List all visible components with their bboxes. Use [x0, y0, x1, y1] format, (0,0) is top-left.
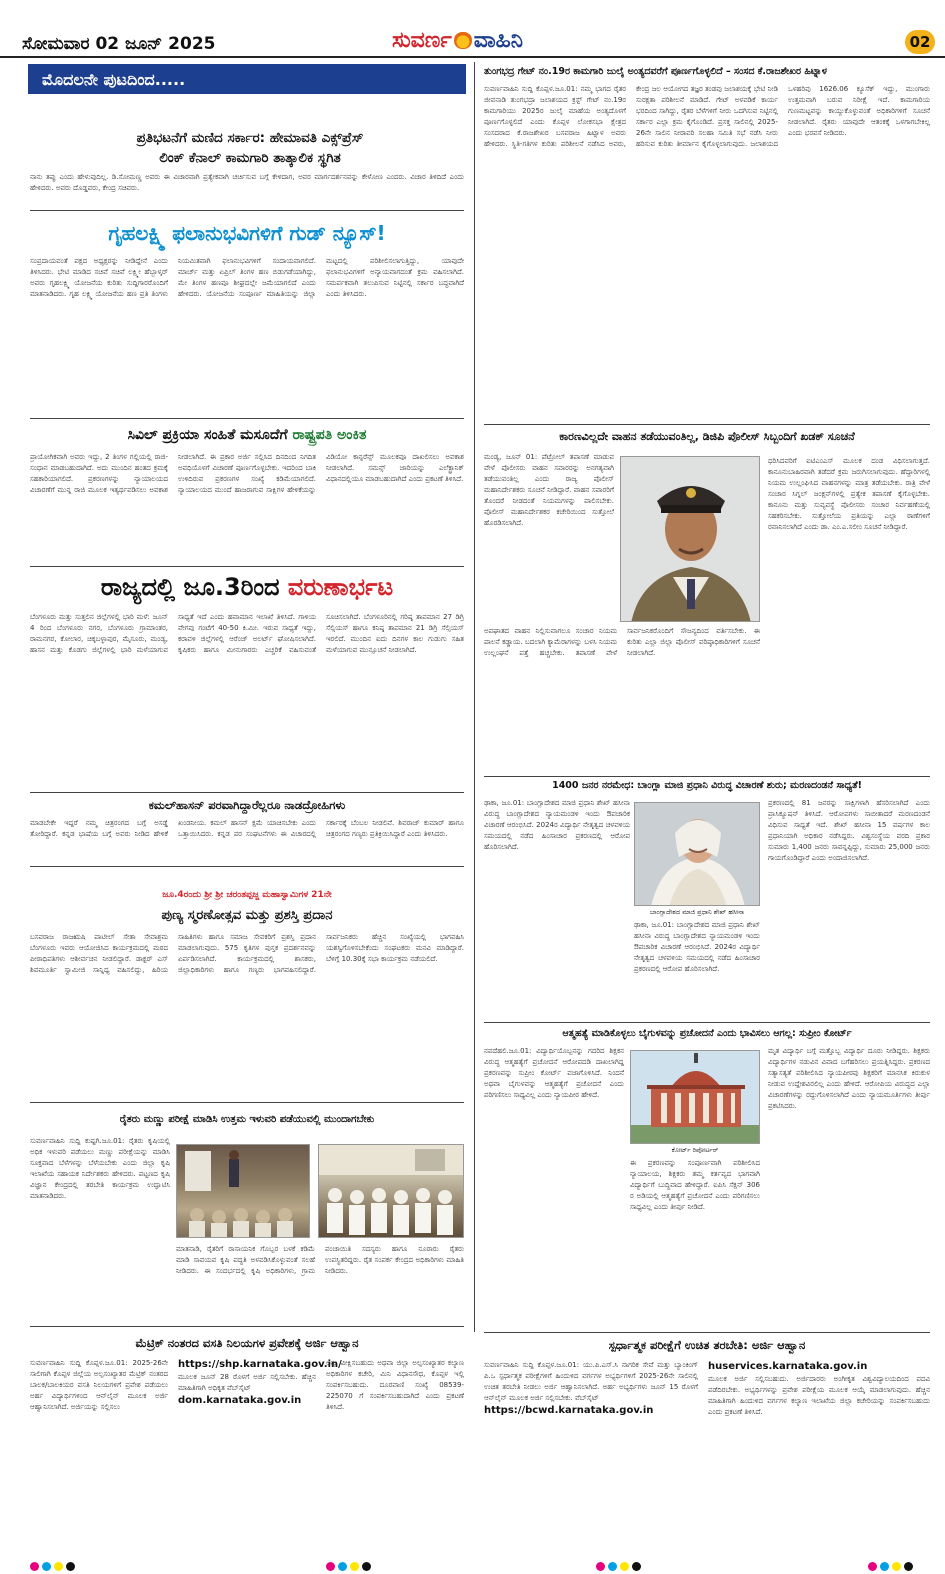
article-body: ಧರಿಸಿದವರಿಗೆ ಐಟಿಎಂಎಸ್ ಮೂಲಕ ದಂಡ ವಿಧಿಸಲಾಗುತ್ತದೆ. ಕಾನೂನುಬಾಹಿರವಾಗಿ ತಡೆದರೆ ಕ್ರಮ ಜರುಗಿಸಲಾಗುವುದು. ಹೆದ್ದಾರಿಗಳಲ್ಲಿ ನಿಯಮ ಉಲ್ಲಂಘಿಸಿದ ವಾಹನಗಳನ್ನು ಮಾತ್ರ ತಡೆಯಬೇಕು. ರಾತ್ರಿ ವೇಳೆ ಸಂಚಾರ ಸಿಗ್ನಲ್ ಜಂಕ್ಷನ್‌ಗಳಲ್ಲಿ ಪ್ರತ್ಯೇಕ ತಪಾಸಣೆ ಕೈಗೊಳ್ಳಬೇಕು. ಕಾನೂನು ಮತ್ತು ಸುವ್ಯವಸ್ಥೆ ಪೊಲೀಸರು ಸಂಚಾರ ನಿರ್ವಹಣೆಯಲ್ಲಿ ಸಹಕರಿಸಬೇಕು. ಸುತ್ತೋಲೆಯ ಪ್ರತಿಯನ್ನು ಎಲ್ಲಾ ಠಾಣೆಗಳಿಗೆ ರವಾನಿಸಲಾಗಿದೆ ಎಂದು ಡಾ. ಎಂ.ಎ.ಸಲೀಂ ಸೂಚನೆ ನೀಡಿದ್ದಾರೆ. — [768, 457, 930, 531]
article-text: ಮೂಲಕ ಅರ್ಜಿ ಸಲ್ಲಿಸಬಹುದು. ಅರ್ಜಿದಾರರು ಅಂಗೀಕೃತ ವಿಶ್ವವಿದ್ಯಾಲಯದಿಂದ ಪದವಿ ಪಡೆದಿರಬೇಕು. ಅಭ್ಯರ್ಥಿಗಳನ್ನು ಪ್ರವೇಶ ಪರೀಕ್ಷೆಯ ಮೂಲಕ ಆಯ್ಕೆ ಮಾಡಲಾಗುವುದು. ಹೆಚ್ಚಿನ ಮಾಹಿತಿಗಾಗಿ ಹಿಂದುಳಿದ ವರ್ಗಗಳ ಕಲ್ಯಾಣ ಇಲಾಖೆಯ ಜಿಲ್ಲಾ ಕಚೇರಿಯನ್ನು ಸಂಪರ್ಕಿಸಬಹುದು ಎಂದು ಪ್ರಕಟಣೆ ತಿಳಿಸಿದೆ. — [708, 1375, 930, 1416]
divider — [484, 424, 930, 425]
headline-line-2: ಲಿಂಕ್ ಕೆನಾಲ್ ಕಾಮಗಾರಿ ತಾತ್ಕಾಲಿಕ ಸ್ಥಗಿತ — [159, 150, 341, 166]
article-body — [30, 1358, 464, 1528]
headline-tungabhadra: ತುಂಗಭದ್ರ ಗೇಟ್ ನಂ.19ರ ಕಾಮಗಾರಿ ಜುಲೈ ಅಂತ್ಯದವರೆಗೆ ಪೂರ್ಣಗೊಳ್ಳಲಿದೆ – ಸಂಸದ ಕೆ.ರಾಜಶೇಖರ ಹಿಟ್ನಾಳ — [484, 66, 827, 77]
logo-part-2: ವಾಹಿನಿ — [473, 28, 524, 53]
newspaper-logo — [392, 28, 523, 53]
police-officer-icon — [621, 457, 760, 622]
registration-dots-center-left — [326, 1556, 374, 1566]
shp-portal-link[interactable]: https://shp.karnataka.gov.in/ — [178, 1359, 342, 1370]
supreme-court-photo — [630, 1050, 760, 1144]
seated-farmers-icon — [319, 1145, 464, 1238]
headline-rain — [30, 570, 464, 604]
registration-dots-left — [30, 1556, 78, 1566]
section-banner: ಮೊದಲನೇ ಪುಟದಿಂದ..... — [28, 64, 466, 94]
article-body: ಮಂಡ್ಯ, ಜೂನ್ 01: ಪೆಟ್ರೋಲ್ ತಪಾಸಣೆ ಮಾಡುವ ವೇಳೆ ಪೊಲೀಸರು ವಾಹನ ಸವಾರರನ್ನು ಅನಗತ್ಯವಾಗಿ ತಡೆಯುವಂತಿಲ್ಲ ಎಂದು ರಾಜ್ಯ ಪೊಲೀಸ್ ಮಹಾನಿರ್ದೇಶಕರು ಸೂಚನೆ ನೀಡಿದ್ದಾರೆ. ವಾಹನ ಸವಾರರಿಗೆ ತೊಂದರೆ ನೀಡದಂತೆ ನಿಯಮಗಳನ್ನು ಪಾಲಿಸಬೇಕು. ಪೊಲೀಸ್ ಮಹಾನಿರ್ದೇಶಕರ ಕಚೇರಿಯಿಂದ ಸುತ್ತೋಲೆ ಹೊರಡಿಸಲಾಗಿದೆ. — [484, 453, 614, 527]
headline-civil-procedure — [30, 424, 464, 446]
article-body: ಬಸವರಾಜ ರಾಜಋಷಿ ಪಾಟೀಲ್ ಸೇತಾ ಸೇವಾಶ್ರಮ ಬೆಂಗಳೂರು ಇವರು ಆಯೋಜಿಸಿದ ಕಾರ್ಯಕ್ರಮದಲ್ಲಿ ಮಠದ ಪೀಠಾಧಿಪತಿಗಳು ಆಶೀರ್ವಚನ ನೀಡಲಿದ್ದಾರೆ. ಡಾಕ್ಟರ್ ಎಸ್ ಶಿವಮೂರ್ತಿ ಸ್ವಾಮೀಜಿ ಸಾನ್ನಿಧ್ಯ ವಹಿಸಲಿದ್ದು, ಹಿರಿಯ ಸಾಹಿತಿಗಳು ಹಾಗೂ ಸಮಾಜ ಸೇವಕರಿಗೆ ಪ್ರಶಸ್ತಿ ಪ್ರದಾನ ಮಾಡಲಾಗುವುದು. 575 ಕೃತಿಗಳ ಪುಸ್ತಕ ಪ್ರದರ್ಶನವನ್ನು ಏರ್ಪಡಿಸಲಾಗಿದೆ. ಕಾರ್ಯಕ್ರಮದಲ್ಲಿ ಶಾಸಕರು, ಜಿಲ್ಲಾಧಿಕಾರಿಗಳು ಹಾಗೂ ಗಣ್ಯರು ಭಾಗವಹಿಸಲಿದ್ದಾರೆ. ಸಾರ್ವಜನಿಕರು ಹೆಚ್ಚಿನ ಸಂಖ್ಯೆಯಲ್ಲಿ ಭಾಗವಹಿಸಿ ಯಶಸ್ವಿಗೊಳಿಸಬೇಕೆಂದು ಸಂಘಟಕರು ಮನವಿ ಮಾಡಿದ್ದಾರೆ. ಬೆಳಿಗ್ಗೆ 10.30ಕ್ಕೆ ಸಭಾ ಕಾರ್ಯಕ್ರಮ ನಡೆಯಲಿದೆ. — [30, 933, 464, 974]
divider — [30, 1102, 464, 1103]
headline-gruhalakshmi: ಗೃಹಲಕ್ಷ್ಮಿ ಫಲಾನುಭವಿಗಳಿಗೆ ಗುಡ್ ನ್ಯೂಸ್! — [108, 221, 386, 245]
article-body: ಢಾಕಾ, ಜೂ.01: ಬಾಂಗ್ಲಾದೇಶದ ಮಾಜಿ ಪ್ರಧಾನಿ ಶೇಖ್ ಹಸೀನಾ ವಿರುದ್ಧ ಬಾಂಗ್ಲಾದೇಶದ ನ್ಯಾಯಮಂಡಳಿ ಇಂದು ಔಪಚಾರಿಕ ವಿಚಾರಣೆ ಆರಂಭಿಸಿದೆ. 2024ರ ವಿದ್ಯಾರ್ಥಿ ನೇತೃತ್ವದ ಚಳವಳಿಯ ಸಮಯದಲ್ಲಿ ನಡೆದ ಹಿಂಸಾಚಾರ ಪ್ರಕರಣದಲ್ಲಿ ಆರೋಪ ಹೊರಿಸಲಾಗಿದೆ. — [634, 921, 760, 973]
article-body: ನಾನು ತಪ್ಪು ಎಂದು ಹೇಳುವುದಿಲ್ಲ. ಡಿ.ಸೋಮಣ್ಣ ಅವರು ಈ ವಿಚಾರವಾಗಿ ಪ್ರತ್ಯೇಕವಾಗಿ ಚರ್ಚಿಸುವ ಬಗ್ಗೆ ಕೇಳಿದಾಗ, ಅವರ ಮಾರ್ಗದರ್ಶನವನ್ನು ಕೇಳೋಣ ಎಂದರು. ವಿಚಾರ ತಿಳಿದಿದೆ ಎಂದು ಹೇಳಿದರು. ಅವರು ದೊಡ್ಡವರು, ಕೇಂದ್ರ ಸಚಿವರು. — [30, 173, 464, 192]
dom-portal-link[interactable]: dom.karnataka.gov.in — [178, 1395, 302, 1406]
article-body: ನವದೆಹಲಿ.ಜೂ.01: ವಿದ್ಯಾರ್ಥಿಯೊಬ್ಬನನ್ನು ಗದರಿದ ಶಿಕ್ಷಕನ ವಿರುದ್ಧ ಆತ್ಮಹತ್ಯೆಗೆ ಪ್ರಚೋದನೆ ಆರೋಪದಡಿ ದಾಖಲಾಗಿದ್ದ ಪ್ರಕರಣವನ್ನು ಸುಪ್ರೀಂ ಕೋರ್ಟ್ ವಜಾಗೊಳಿಸಿದೆ. ನಿಂದನೆ ಅಥವಾ ಬೈಗುಳವನ್ನು ಆತ್ಮಹತ್ಯೆಗೆ ಪ್ರಚೋದನೆ ಎಂದು ಪರಿಗಣಿಸಲು ಸಾಧ್ಯವಿಲ್ಲ ಎಂದು ನ್ಯಾಯಪೀಠ ಹೇಳಿದೆ. — [484, 1047, 624, 1099]
registration-dots-right — [868, 1556, 916, 1566]
headline-hemavathi — [40, 128, 460, 168]
headline-competitive-exam: ಸ್ಪರ್ಧಾತ್ಮಕ ಪರೀಕ್ಷೆಗೆ ಉಚಿತ ತರಬೇತಿ: ಅರ್ಜಿ ಆಹ್ವಾನ — [608, 1338, 806, 1352]
divider — [484, 1332, 930, 1333]
headline-part-2: ವರುಣಾರ್ಭಟ — [287, 573, 394, 601]
logo-part-1: ಸುವರ್ಣ — [392, 28, 452, 53]
issue-date: ಸೋಮವಾರ 02 ಜೂನ್ 2025 — [22, 34, 216, 54]
headline-dgp-instruction: ಕಾರಣವಿಲ್ಲದೇ ವಾಹನ ತಡೆಯುವಂತಿಲ್ಲ, ಡಿಜಿಪಿ ಪೊಲೀಸ್ ಸಿಬ್ಬಂದಿಗೆ ಖಡಕ್ ಸೂಚನೆ — [559, 430, 855, 443]
article-text: ಮೂಲಕ ಜೂನ್ 28 ರೊಳಗೆ ಅರ್ಜಿ ಸಲ್ಲಿಸಬೇಕು. ಹೆಚ್ಚಿನ ಮಾಹಿತಿಗಾಗಿ ಅಧಿಕೃತ ವೆಬ್‌ಸೈಟ್ — [178, 1373, 316, 1392]
headline-part-1: ರಾಜ್ಯದಲ್ಲಿ ಜೂ.3ರಿಂದ — [100, 573, 288, 601]
headline-kamal-haasan: ಕಮಲ್‌ಹಾಸನ್ ಪರವಾಗಿದ್ದಾರೆಲ್ಲರೂ ನಾಡದ್ರೋಹಿಗಳು — [148, 798, 346, 812]
court-building-icon — [631, 1051, 760, 1144]
divider — [30, 792, 464, 793]
page-number-badge: 02 — [905, 30, 935, 54]
article-body: ಮೃತ ವಿದ್ಯಾರ್ಥಿ ಬಗ್ಗೆ ಮತ್ತೊಬ್ಬ ವಿದ್ಯಾರ್ಥಿ ದೂರು ನೀಡಿದ್ದರು. ಶಿಕ್ಷಕರು ವಿದ್ಯಾರ್ಥಿಗಳ ನಡುವಿನ ವಿವಾದ ಬಗೆಹರಿಸಲು ಪ್ರಯತ್ನಿಸಿದ್ದರು. ಪ್ರಕರಣದ ಸತ್ಯಾಸತ್ಯತೆ ಪರಿಶೀಲಿಸಿದ ನ್ಯಾಯಪೀಠವು ಶಿಕ್ಷಕರಿಗೆ ಮಾನಸಿಕ ಕಿರುಕುಳ ನೀಡುವ ಉದ್ದೇಶವಿರಲಿಲ್ಲ ಎಂದು ಹೇಳಿದೆ. ಆರೋಪಿಯ ವಿರುದ್ಧದ ಎಲ್ಲಾ ವಿಚಾರಣೆಗಳನ್ನು ರದ್ದುಗೊಳಿಸಲಾಗಿದೆ ಎಂದು ನ್ಯಾಯಮೂರ್ತಿಗಳು ತೀರ್ಪು ಪ್ರಕಟಿಸಿದರು. — [768, 1047, 930, 1110]
masthead — [0, 0, 945, 58]
headline-soil-test: ರೈತರು ಮಣ್ಣು ಪರೀಕ್ಷೆ ಮಾಡಿಸಿ ಉತ್ತಮ ಇಳುವರಿ ಪಡೆಯುವಲ್ಲಿ ಮುಂದಾಗಬೇಕು — [119, 1114, 375, 1125]
article-body: ಪ್ರಕರಣದಲ್ಲಿ 81 ಜನರನ್ನು ಸಾಕ್ಷಿಗಳಾಗಿ ಹೆಸರಿಸಲಾಗಿದೆ ಎಂದು ಪ್ರಾಸಿಕ್ಯೂಷನ್ ತಿಳಿಸಿದೆ. ಆರೋಪಗಳು ಸಾಬೀತಾದರೆ ಮರಣದಂಡನೆ ವಿಧಿಸುವ ಸಾಧ್ಯತೆ ಇದೆ. ಶೇಖ್ ಹಸೀನಾ 15 ವರ್ಷಗಳ ಕಾಲ ಪ್ರಧಾನಿಯಾಗಿ ಅಧಿಕಾರ ನಡೆಸಿದ್ದರು. ವಿಶ್ವಸಂಸ್ಥೆಯ ವರದಿ ಪ್ರಕಾರ ಸುಮಾರು 1,400 ಜನರು ಸಾವನ್ನಪ್ಪಿದ್ದು, ಸುಮಾರು 25,000 ಜನರು ಗಾಯಗೊಂಡಿದ್ದಾರೆ ಎಂದು ಅಂದಾಜಿಸಲಾಗಿದೆ. — [768, 799, 930, 862]
article-body: ಸುವರ್ಣವಾಹಿನಿ ಸುದ್ದಿ ಕೊಪ್ಪಳ.ಜೂ.01: ನಮ್ಮ ಭಾಗದ ರೈತರ ಜೀವನಾಡಿ ತುಂಗಭದ್ರಾ ಜಲಾಶಯದ ಕ್ರಸ್ಟ್ ಗೇಟ್ ನಂ.19ರ ಕಾಮಗಾರಿಯು 2025ರ ಜುಲೈ ಮಾಹೆಯ ಅಂತ್ಯದೊಳಗೆ ಪೂರ್ಣಗೊಳ್ಳಲಿದೆ ಎಂದು ಕೊಪ್ಪಳ ಲೋಕಸಭಾ ಕ್ಷೇತ್ರದ ಸಂಸದರಾದ ಕೆ.ರಾಜಶೇಖರ ಬಸವರಾಜ ಹಿಟ್ನಾಳ ಅವರು ಹೇಳಿದರು. ಸ್ಥಿತಿ-ಗತಿಗಳ ಕುರಿತು ಪರಿಶೀಲನೆ ನಡೆಸಿದ ಅವರು, ಕೇಂದ್ರ ಜಲ ಆಯೋಗದ ತಜ್ಞರ ತಂಡವು ಜಲಾಶಯಕ್ಕೆ ಭೇಟಿ ನೀಡಿ ಸುರಕ್ಷತಾ ಪರಿಶೀಲನೆ ಮಾಡಿದೆ. ಗೇಟ್ ಅಳವಡಿಕೆ ಕಾರ್ಯ ಭರದಿಂದ ಸಾಗಿದ್ದು, ರೈತರ ಬೆಳೆಗಳಿಗೆ ನೀರು ಒದಗಿಸುವ ನಿಟ್ಟಿನಲ್ಲಿ ಸರ್ಕಾರ ಎಲ್ಲಾ ಕ್ರಮ ಕೈಗೊಂಡಿದೆ. ಪ್ರಸಕ್ತ ಸಾಲಿನಲ್ಲಿ 2025-26ನೇ ಸಾಲಿನ ನೀರಾವರಿ ಸಲಹಾ ಸಮಿತಿ ಸಭೆ ನಡೆಸಿ ನೀರು ಹರಿಸುವ ಕುರಿತು ತೀರ್ಮಾನ ಕೈಗೊಳ್ಳಲಾಗುವುದು. ಜಲಾಶಯದ ಒಳಹರಿವು 1626.06 ಕ್ಯೂಸೆಕ್ ಇದ್ದು, ಮುಂಗಾರು ಉತ್ತಮವಾಗಿ ಬರುವ ನಿರೀಕ್ಷೆ ಇದೆ. ಕಾಮಗಾರಿಯ ಗುಣಮಟ್ಟವನ್ನು ಕಾಯ್ದುಕೊಳ್ಳುವಂತೆ ಅಧಿಕಾರಿಗಳಿಗೆ ಸೂಚನೆ ನೀಡಲಾಗಿದೆ. ರೈತರು ಯಾವುದೇ ಆತಂಕಕ್ಕೆ ಒಳಗಾಗಬೇಕಿಲ್ಲ ಎಂದು ಭರವಸೆ ನೀಡಿದರು. — [484, 85, 930, 148]
audience-figures-icon — [177, 1145, 310, 1238]
headline-hostel-admission: ಮೆಟ್ರಿಕ್ ನಂತರದ ವಸತಿ ನಿಲಯಗಳ ಪ್ರವೇಶಕ್ಕೆ ಅರ್ಜಿ ಆಹ್ವಾನ — [135, 1336, 359, 1350]
article-body: ಮಾತನಾಡಿ, ರೈತರಿಗೆ ರಾಸಾಯನಿಕ ಗೊಬ್ಬರ ಬಳಕೆ ಕಡಿಮೆ ಮಾಡಿ ಸಾವಯವ ಕೃಷಿ ಪದ್ಧತಿ ಅಳವಡಿಸಿಕೊಳ್ಳುವಂತೆ ಸಲಹೆ ನೀಡಿದರು. ಈ ಸಂದರ್ಭದಲ್ಲಿ ಕೃಷಿ ಅಧಿಕಾರಿಗಳು, ಗ್ರಾಮ ಪಂಚಾಯಿತಿ ಸದಸ್ಯರು ಹಾಗೂ ನೂರಾರು ರೈತರು ಉಪಸ್ಥಿತರಿದ್ದರು. ರೈತ ಸಂಪರ್ಕ ಕೇಂದ್ರದ ಅಧಿಕಾರಿಗಳು ಮಾಹಿತಿ ನೀಡಿದರು. — [176, 1245, 464, 1275]
divider — [30, 1326, 464, 1327]
article-body — [708, 1360, 930, 1528]
divider — [484, 1022, 930, 1023]
divider — [484, 776, 930, 777]
article-text: ಸುವರ್ಣವಾಹಿನಿ ಸುದ್ದಿ ಕೊಪ್ಪಳ.ಜೂ.01: ಯು.ಪಿ.ಎಸ್.ಸಿ ನಾಗರಿಕ ಸೇವೆ ಮತ್ತು ಬ್ಯಾಂಕಿಂಗ್ ಪಿ.ಒ ಸ್ಪರ್ಧಾತ್ಮಕ ಪರೀಕ್ಷೆಗಳಿಗೆ ಹಿಂದುಳಿದ ವರ್ಗಗಳ ಅಭ್ಯರ್ಥಿಗಳಿಗೆ 2025-26ನೇ ಸಾಲಿನಲ್ಲಿ ಉಚಿತ ತರಬೇತಿ ನೀಡಲು ಅರ್ಜಿ ಆಹ್ವಾನಿಸಲಾಗಿದೆ. ಅರ್ಹ ಅಭ್ಯರ್ಥಿಗಳು ಜೂನ್ 15 ರೊಳಗೆ ಆನ್‌ಲೈನ್ ಮೂಲಕ ಅರ್ಜಿ ಸಲ್ಲಿಸಬೇಕು. ವೆಬ್‌ಸೈಟ್ — [484, 1361, 698, 1402]
article-body: ಬೆಂಗಳೂರು ಮತ್ತು ಸುತ್ತಲಿನ ಜಿಲ್ಲೆಗಳಲ್ಲಿ ಭಾರಿ ಮಳೆ: ಜೂನ್ 4 ರಿಂದ ಬೆಂಗಳೂರು ನಗರ, ಬೆಂಗಳೂರು ಗ್ರಾಮಾಂತರ, ರಾಮನಗರ, ಕೋಲಾರ, ಚಿಕ್ಕಬಳ್ಳಾಪುರ, ಮೈಸೂರು, ಮಂಡ್ಯ, ಹಾಸನ ಮತ್ತು ಕೊಡಗು ಜಿಲ್ಲೆಗಳಲ್ಲಿ ಭಾರಿ ಮಳೆಯಾಗುವ ಸಾಧ್ಯತೆ ಇದೆ ಎಂದು ಹವಾಮಾನ ಇಲಾಖೆ ತಿಳಿಸಿದೆ. ಗಾಳಿಯ ವೇಗವು ಗಂಟೆಗೆ 40-50 ಕಿ.ಮೀ. ಇರುವ ಸಾಧ್ಯತೆ ಇದ್ದು, ಕರಾವಳಿ ಜಿಲ್ಲೆಗಳಲ್ಲಿ ಆರೆಂಜ್ ಅಲರ್ಟ್ ಘೋಷಿಸಲಾಗಿದೆ. ಕೃಷಿಕರು ಹಾಗೂ ಮೀನುಗಾರರು ಎಚ್ಚರಿಕೆ ವಹಿಸುವಂತೆ ಸೂಚಿಸಲಾಗಿದೆ. ಬೆಂಗಳೂರಿನಲ್ಲಿ ಗರಿಷ್ಠ ತಾಪಮಾನ 27 ಡಿಗ್ರಿ ಸೆಲ್ಸಿಯಸ್ ಹಾಗೂ ಕನಿಷ್ಠ ತಾಪಮಾನ 21 ಡಿಗ್ರಿ ಸೆಲ್ಸಿಯಸ್ ಇರಲಿದೆ. ಮುಂದಿನ ಐದು ದಿನಗಳ ಕಾಲ ಗುಡುಗು ಸಹಿತ ಮಳೆಯಾಗುವ ಮುನ್ಸೂಚನೆ ನೀಡಲಾಗಿದೆ. — [30, 613, 464, 654]
article-text: ಅನ್ನು ವೀಕ್ಷಿಸಬಹುದು ಅಥವಾ ಜಿಲ್ಲಾ ಅಲ್ಪಸಂಖ್ಯಾತರ ಕಲ್ಯಾಣ ಅಧಿಕಾರಿಗಳ ಕಚೇರಿ, ಮಿನಿ ವಿಧಾನಸೌಧ, ಕೊಪ್ಪಳ ಇಲ್ಲಿ ಸಂಪರ್ಕಿಸಬಹುದು. ದೂರವಾಣಿ ಸಂಖ್ಯೆ 08539-225070 ಗೆ ಸಂಪರ್ಕಿಸಬಹುದಾಗಿದೆ ಎಂದು ಪ್ರಕಟಣೆ ತಿಳಿಸಿದೆ. — [326, 1359, 464, 1411]
headline-bangla-trial: 1400 ಜನರ ನರಮೇಧ: ಬಾಂಗ್ಲಾ ಮಾಜಿ ಪ್ರಧಾನಿ ವಿರುದ್ಧ ವಿಚಾರಣೆ ಶುರು; ಮರಣದಂಡನೆ ಸಾಧ್ಯತೆ! — [552, 780, 862, 791]
flame-icon — [454, 31, 472, 49]
headline-supreme-court: ಆತ್ಮಹತ್ಯೆ ಮಾಡಿಕೊಳ್ಳಲು ಬೈಗುಳವನ್ನು ಪ್ರಚೋದನೆ ಎಂದು ಭಾವಿಸಲು ಆಗಲ್ಲ: ಸುಪ್ರೀಂ ಕೋರ್ಟ್ — [562, 1028, 852, 1039]
article-body: ಸಂಪ್ರದಾಯವಂತೆ ಪಕ್ಷದ ಅಧ್ಯಕ್ಷರನ್ನು ನೀಡಿದ್ದೇನೆ ಎಂದು ತಿಳಿಸಿದರು. ಭೇಟಿ ಮಾಡಿದ ಸಚಿವೆ ಸಚಿವೆ ಲಕ್ಷ್ಮೀ ಹೆಬ್ಬಾಳ್ಕರ್ ಅವರು ಗೃಹಲಕ್ಷ್ಮಿ ಯೋಜನೆಯ ಕುರಿತು ಸುದ್ದಿಗಾರರೊಂದಿಗೆ ಮಾತನಾಡಿದರು. ಗೃಹ ಲಕ್ಷ್ಮಿ ಯೋಜನೆಯ ಹಣ ಪ್ರತಿ ತಿಂಗಳು ನಿಯಮಿತವಾಗಿ ಫಲಾನುಭವಿಗಳಿಗೆ ಸಂದಾಯವಾಗಲಿದೆ. ಮಾರ್ಚ್ ಮತ್ತು ಏಪ್ರಿಲ್ ತಿಂಗಳ ಹಣ ಬಿಡುಗಡೆಯಾಗಿದ್ದು, ಮೇ ತಿಂಗಳ ಹಣವೂ ಶೀಘ್ರದಲ್ಲೇ ಜಮೆಯಾಗಲಿದೆ ಎಂದು ಹೇಳಿದರು. ಯೋಜನೆಯ ಸಂಪೂರ್ಣ ಮಾಹಿತಿಯನ್ನು ಜಿಲ್ಲಾ ಮಟ್ಟದಲ್ಲಿ ಪರಿಶೀಲಿಸಲಾಗುತ್ತಿದ್ದು, ಯಾವುದೇ ಫಲಾನುಭವಿಗಳಿಗೆ ಅನ್ಯಾಯವಾಗದಂತೆ ಕ್ರಮ ವಹಿಸಲಾಗಿದೆ. ಸಮರ್ಪಕವಾಗಿ ತಲುಪಿಸುವ ನಿಟ್ಟಿನಲ್ಲಿ ಸರ್ಕಾರ ಬದ್ಧವಾಗಿದೆ ಎಂದು ತಿಳಿಸಿದರು. — [30, 257, 464, 298]
farmers-meeting-photo — [318, 1144, 464, 1238]
article-body: ಸುವರ್ಣವಾಹಿನಿ ಸುದ್ದಿ ಕುಷ್ಟಗಿ.ಜೂ.01: ರೈತರು ಕೃಷಿಯಲ್ಲಿ ಅಧಿಕ ಇಳುವರಿ ಪಡೆಯಲು ಮಣ್ಣು ಪರೀಕ್ಷೆಯನ್ನು ಮಾಡಿಸಿ ಸೂಕ್ತವಾದ ಬೆಳೆಗಳನ್ನು ಬೆಳೆಯಬೇಕು ಎಂದು ಜಿಲ್ಲಾ ಕೃಷಿ ಇಲಾಖೆಯ ಸಹಾಯಕ ನಿರ್ದೇಶಕರು ಹೇಳಿದರು. ಪಟ್ಟಣದ ಕೃಷಿ ವಿಜ್ಞಾನ ಕೇಂದ್ರದಲ್ಲಿ ತರಬೇತಿ ಕಾರ್ಯಕ್ರಮ ಉದ್ಘಾಟಿಸಿ ಮಾತನಾಡಿದರು. — [30, 1137, 170, 1200]
sheikh-hasina-photo — [634, 802, 760, 906]
article-text: ಸುವರ್ಣವಾಹಿನಿ ಸುದ್ದಿ ಕೊಪ್ಪಳ.ಜೂ.01: 2025-26ನೇ ಸಾಲಿಗಾಗಿ ಕೊಪ್ಪಳ ಜಿಲ್ಲೆಯ ಅಲ್ಪಸಂಖ್ಯಾತರ ಮೆಟ್ರಿಕ್ ನಂತರದ ಬಾಲಕ/ಬಾಲಕಿಯರ ವಸತಿ ನಿಲಯಗಳಿಗೆ ಪ್ರವೇಶ ಪಡೆಯಲು ಅರ್ಹ ವಿದ್ಯಾರ್ಥಿಗಳಿಂದ ಆನ್‌ಲೈನ್ ಮೂಲಕ ಅರ್ಜಿ ಆಹ್ವಾನಿಸಲಾಗಿದೆ. ಅರ್ಜಿಯನ್ನು ಸಲ್ಲಿಸಲು — [30, 1359, 168, 1411]
article-body: ಅಪಘಾತದ ವಾಹನ ನಿಲ್ಲಿಸುವಾಗಲೂ ಸಂಚಾರ ನಿಯಮ ಪಾಲನೆ ಕಡ್ಡಾಯ. ಬದಲಾಗಿ ಕ್ಯಾಮೆರಾಗಳನ್ನು ಬಳಸಿ ನಿಯಮ ಉಲ್ಲಂಘನೆ ಪತ್ತೆ ಹಚ್ಚಬೇಕು. ತಪಾಸಣೆ ವೇಳೆ ಸಾರ್ವಜನಿಕರೊಂದಿಗೆ ಸೌಜನ್ಯದಿಂದ ವರ್ತಿಸಬೇಕು. ಈ ಕುರಿತು ಎಲ್ಲಾ ಜಿಲ್ಲಾ ಪೊಲೀಸ್ ವರಿಷ್ಠಾಧಿಕಾರಿಗಳಿಗೆ ಸೂಚನೆ ನೀಡಲಾಗಿದೆ. — [484, 627, 760, 657]
divider — [30, 566, 464, 567]
divider — [30, 418, 464, 419]
headline-punya-smarane: ಪುಣ್ಯ ಸ್ಮರಣೋತ್ಸವ ಮತ್ತು ಪ್ರಶಸ್ತಿ ಪ್ರದಾನ — [161, 908, 333, 923]
article-body: ಈ ಪ್ರಕರಣವನ್ನು ಸಂಪೂರ್ಣವಾಗಿ ಪರಿಶೀಲಿಸಿದ ನ್ಯಾಯಾಲಯ, ಶಿಕ್ಷಕರು ತಮ್ಮ ಕರ್ತವ್ಯದ ಭಾಗವಾಗಿ ವಿದ್ಯಾರ್ಥಿಗೆ ಬುದ್ಧಿವಾದ ಹೇಳಿದ್ದಾರೆ. ಐಪಿಸಿ ಸೆಕ್ಷನ್ 306 ರ ಅಡಿಯಲ್ಲಿ ಆತ್ಮಹತ್ಯೆಗೆ ಪ್ರಚೋದನೆ ಎಂದು ಪರಿಗಣಿಸಲು ಸಾಧ್ಯವಿಲ್ಲ ಎಂದು ತೀರ್ಪು ನೀಡಿದೆ. — [630, 1159, 760, 1211]
article-body: ಮಾಡಬೇಕೇ ಇದ್ದರೆ ನಮ್ಮ ಚಿತ್ರರಂಗದ ಬಗ್ಗೆ ಅಸಡ್ಡೆ ತೋರಿದ್ದಾರೆ. ಕನ್ನಡ ಭಾಷೆಯ ಬಗ್ಗೆ ಅವರು ನೀಡಿದ ಹೇಳಿಕೆ ಖಂಡನೀಯ. ಕಮಲ್ ಹಾಸನ್ ಕ್ಷಮೆ ಯಾಚಿಸಬೇಕು ಎಂದು ಒತ್ತಾಯಿಸಿದರು. ಕನ್ನಡ ಪರ ಸಂಘಟನೆಗಳು ಈ ವಿಚಾರದಲ್ಲಿ ಸರ್ಕಾರಕ್ಕೆ ಬೆಂಬಲ ನೀಡಲಿವೆ. ಶಿವರಾಜ್ ಕುಮಾರ್ ಹಾಗೂ ಚಿತ್ರರಂಗದ ಗಣ್ಯರು ಪ್ರತಿಕ್ರಿಯಿಸಿದ್ದಾರೆ ಎಂದು ತಿಳಿಸಿದರು. — [30, 819, 464, 838]
bcwd-portal-link[interactable]: https://bcwd.karnataka.gov.in — [484, 1405, 654, 1416]
divider — [30, 210, 464, 211]
headline-line-1: ಪ್ರತಿಭಟನೆಗೆ ಮಣಿದ ಸರ್ಕಾರ: ಹೇಮಾವತಿ ಎಕ್ಸ್‌ಪ್ರೆಸ್ — [136, 130, 364, 146]
farmers-training-photo — [176, 1144, 310, 1238]
woman-portrait-icon — [635, 803, 760, 906]
kicker-punya-smarane: ಜೂ.4ರಂದು ಶ್ರೀ ಶ್ರೀ ಚರಂತಪ್ಪಜ್ಜ ಮಹಾಸ್ವಾಮಿಗಳ 21ನೇ — [162, 890, 332, 900]
divider — [30, 866, 464, 867]
article-body — [484, 1360, 698, 1528]
column-divider — [474, 62, 475, 1332]
article-body: ಢಾಕಾ, ಜೂ.01: ಬಾಂಗ್ಲಾದೇಶದ ಮಾಜಿ ಪ್ರಧಾನಿ ಶೇಖ್ ಹಸೀನಾ ವಿರುದ್ಧ ಬಾಂಗ್ಲಾದೇಶದ ನ್ಯಾಯಮಂಡಳಿ ಇಂದು ಔಪಚಾರಿಕ ವಿಚಾರಣೆ ಆರಂಭಿಸಿದೆ. 2024ರ ವಿದ್ಯಾರ್ಥಿ ನೇತೃತ್ವದ ಚಳವಳಿಯ ಸಮಯದಲ್ಲಿ ನಡೆದ ಹಿಂಸಾಚಾರ ಪ್ರಕರಣದಲ್ಲಿ ಆರೋಪ ಹೊರಿಸಲಾಗಿದೆ. — [484, 799, 630, 851]
dgp-portrait-photo — [620, 456, 760, 622]
registration-dots-center-right — [596, 1556, 644, 1566]
huservices-portal-link[interactable]: huservices.karnataka.gov.in — [708, 1361, 868, 1372]
headline-part-2: ರಾಷ್ಟ್ರಪತಿ ಅಂಕಿತ — [292, 427, 367, 443]
article-body: ಪ್ರಾಯೋಗಿಕವಾಗಿ ಅವರು ಇದ್ದು, 2 ತಿಂಗಳ ಗಲ್ಲಿಯಲ್ಲಿ ರಾಜಿ-ಸಂಧಾನ ಮಾಡಬಹುದಾಗಿದೆ. ಅದು ಮುಂದಿನ ಹಂತದ ಕ್ರಮಕ್ಕೆ ಸಹಕಾರಿಯಾಗಲಿದೆ. ಪ್ರಕರಣಗಳನ್ನು ನ್ಯಾಯಾಲಯದ ವಿಚಾರಣೆಗೆ ಮುನ್ನ ರಾಜಿ ಮೂಲಕ ಇತ್ಯರ್ಥಪಡಿಸಲು ಅವಕಾಶ ನೀಡಲಾಗಿದೆ. ಈ ಪ್ರಕಾರ ಅರ್ಜಿ ಸಲ್ಲಿಸಿದ ದಿನದಿಂದ ನಿಗದಿತ ಅವಧಿಯೊಳಗೆ ವಿಚಾರಣೆ ಪೂರ್ಣಗೊಳ್ಳಬೇಕು. ಇದರಿಂದ ಬಾಕಿ ಉಳಿದಿರುವ ಪ್ರಕರಣಗಳ ಸಂಖ್ಯೆ ಕಡಿಮೆಯಾಗಲಿದೆ. ನ್ಯಾಯಾಲಯದ ಮುಂದೆ ಹಾಜರಾಗುವ ಸಾಕ್ಷಿಗಳ ಹೇಳಿಕೆಯನ್ನು ವಿಡಿಯೋ ಕಾನ್ಫರೆನ್ಸ್ ಮೂಲಕವೂ ದಾಖಲಿಸಲು ಅವಕಾಶ ನೀಡಲಾಗಿದೆ. ಸಮನ್ಸ್ ಜಾರಿಯನ್ನು ಎಲೆಕ್ಟ್ರಾನಿಕ್ ವಿಧಾನದಲ್ಲಿಯೂ ಮಾಡಬಹುದಾಗಿದೆ ಎಂದು ಪ್ರಕಟಣೆ ತಿಳಿಸಿದೆ. — [30, 453, 464, 494]
photo-caption: ಕೋರ್ಟ್ ರಿಪೋರ್ಟರ್ — [671, 1146, 719, 1154]
headline-part-1: ಸಿವಿಲ್ ಪ್ರಕ್ರಿಯಾ ಸಂಹಿತೆ ಮಸೂದೆಗೆ — [127, 427, 293, 443]
photo-caption: ಬಾಂಗ್ಲಾದೇಶದ ಮಾಜಿ ಪ್ರಧಾನಿ ಶೇಖ್ ಹಸೀನಾ — [649, 908, 745, 916]
